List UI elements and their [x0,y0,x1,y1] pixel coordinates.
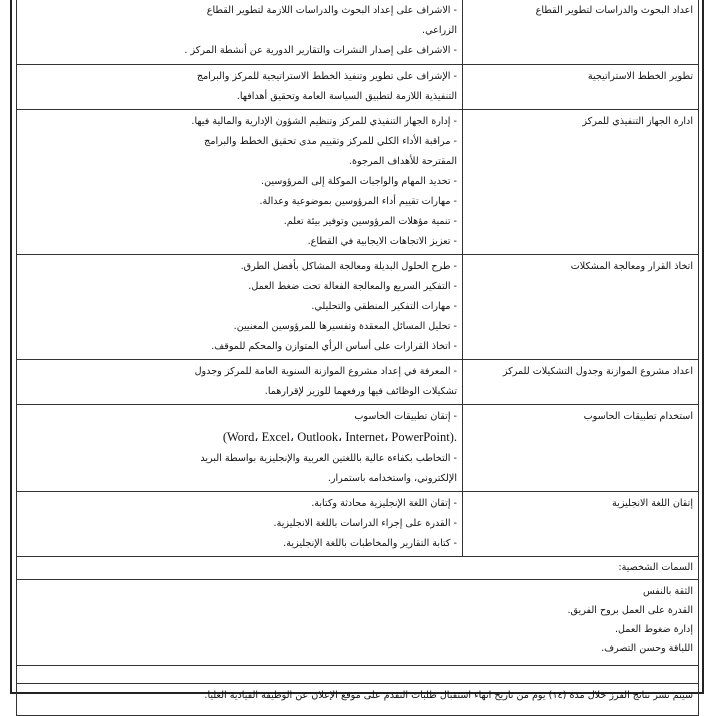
table-row [17,405,699,492]
description-line: الإلكتروني، واستخدامه باستمرار. [327,473,457,484]
description-line: - كتابة التقارير والمخاطبات باللغة الإنجليزية. [283,538,457,549]
competency-label: اعداد مشروع الموازنة وجدول التشكيلات للمركز [463,360,699,405]
software-list: (Word، Excel، Outlook، Internet، PowerPoint). [222,430,457,444]
description-line: - مراقبة الأداء الكلي للمركز وتقييم مدى تحقيق الخطط والبرامج [204,136,457,147]
table-row [17,0,699,65]
description-line: - إتقان تطبيقات الحاسوب [354,411,457,422]
description-line: - الإشراف على تطوير وتنفيذ الخطط الاستراتيجية للمركز والبرامج [196,71,457,82]
description-line: - القدرة على إجراء الدراسات باللغة الانجليزية. [273,518,457,529]
description-line: - التخاطب بكفاءة عالية باللغتين العربية والإنجليزية بواسطة البريد [200,453,457,464]
competency-table [16,0,699,716]
competency-description [17,492,463,557]
description-line: - تعزيز الاتجاهات الايجابية في القطاع. [307,236,457,247]
trait-item: إدارة ضغوط العمل. [614,624,693,635]
competency-label: اعداد البحوث والدراسات لتطوير القطاع [463,0,699,65]
competency-description [17,0,463,65]
description-line: - المعرفة في إعداد مشروع الموازنة السنوية العامة للمركز وجدول [194,366,457,377]
description-line: - إتقان اللغة الإنجليزية محادثة وكتابة. [311,498,457,509]
personal-traits-title-cell [17,557,699,580]
description-line: الزراعي. [422,25,457,36]
table-row [17,110,699,255]
competency-description [17,65,463,110]
table-row [17,360,699,405]
description-line: المقترحة للأهداف المرجوة. [348,156,457,167]
table-row [17,255,699,360]
description-line: - الاشراف على إعداد البحوث والدراسات اللازمة لتطوير القطاع [206,5,457,16]
empty-cell [17,666,699,684]
description-line: - تحديد المهام والواجبات الموكلة إلى المرؤوسين. [261,176,457,187]
trait-item: الثقة بالنفس [642,586,693,597]
description-line: - تنمية مؤهلات المرؤوسين وتوفير بيئة تعلم. [283,216,457,227]
description-line: - الاشراف على إصدار النشرات والتقارير الدورية عن أنشطة المركز . [184,45,457,56]
table-row [17,557,699,580]
description-line: - اتخاذ القرارات على أساس الرأي المتوازن والمحكم للموقف. [211,341,457,352]
personal-traits-list [17,580,699,666]
description-line: - التفكير السريع والمعالجة الفعالة تحت ضغط العمل. [248,281,457,292]
table-row [17,666,699,684]
personal-traits-title: السمات الشخصية: [618,562,693,573]
competency-label: اتخاذ القرار ومعالجة المشكلات [463,255,699,360]
competency-label: تطوير الخطط الاستراتيجية [463,65,699,110]
description-line: - مهارات تقييم أداء المرؤوسين بموضوعية وعدالة. [259,196,457,207]
table-row [17,684,699,716]
competency-description [17,360,463,405]
description-line: - مهارات التفكير المنطقي والتحليلي. [311,301,457,312]
description-line [22,427,457,449]
competency-label: إتقان اللغة الانجليزية [463,492,699,557]
competency-description [17,110,463,255]
description-line: - طرح الحلول البديلة ومعالجة المشاكل بأفضل الطرق. [240,261,457,272]
description-line: التنفيذية اللازمة لتطبيق السياسة العامة وتحقيق أهدافها. [236,91,457,102]
competency-description [17,405,463,492]
trait-item: القدرة على العمل بروح الفريق. [567,605,693,616]
trait-item: اللباقة وحسن التصرف. [601,643,693,654]
table-row [17,65,699,110]
description-line: تشكيلات الوظائف فيها ورفعهما للوزير لإقرارهما. [264,386,457,397]
competency-description [17,255,463,360]
competency-label: ادارة الجهاز التنفيذي للمركز [463,110,699,255]
results-notice: سيتم نشر نتائج الفرز خلال مدة (١٤) يوم من تاريخ انهاء استقبال طلبات التقدم على موقع الإعلان عن الوظيفة القيادية العليا. [17,684,699,716]
table-row [17,580,699,666]
competency-label: استخدام تطبيقات الحاسوب [463,405,699,492]
description-line: - إدارة الجهاز التنفيذي للمركز وتنظيم الشؤون الإدارية والمالية فيها. [191,116,457,127]
description-line: - تحليل المسائل المعقدة وتفسيرها للمرؤوسين المعنيين. [233,321,457,332]
table-row [17,492,699,557]
